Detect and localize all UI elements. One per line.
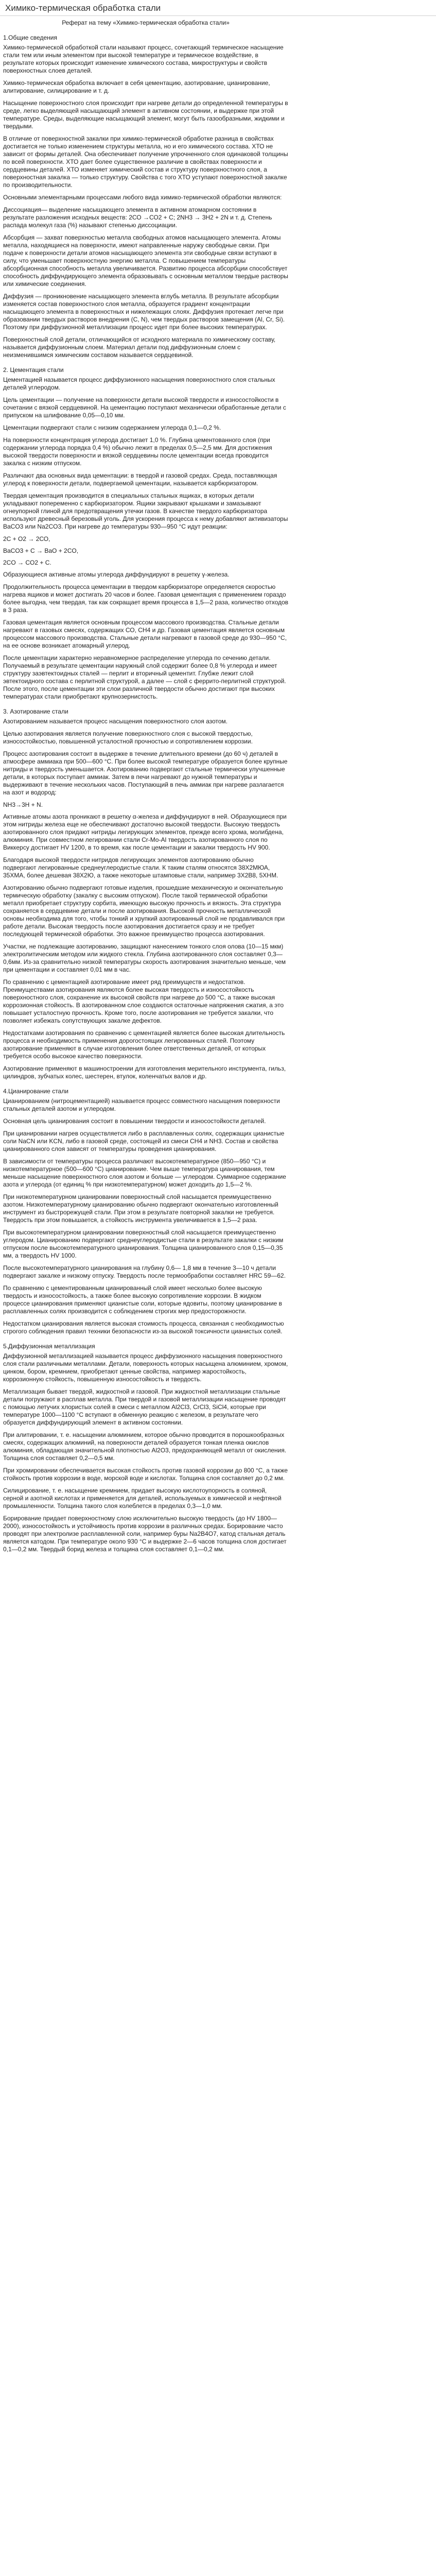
- paragraph: Азотированием называется процесс насыщения поверхностного слоя азотом.: [3, 718, 228, 725]
- document-subtitle: Реферат на тему «Химико-термическая обработка стали»: [62, 19, 230, 26]
- paragraph: Азотированию обычно подвергают готовые изделия, прошедшие механическую и окончательную термическую обработку (закалку с высоким отпуском). После такой термической обработки металл приобретает структуру сорбита, имеющую высокую прочность и вязкость. Эта структура сохраняется в сердцевине детали и после азотирования. Высокой прочность металлической основы необходима для того, чтобы тонкий и хрупкий азотированный слой не продавливался при работе детали. Высокая твердость после азотирования достигается сразу и не требует последующей термической обработки. Это важное преимущество процесса азотирования.: [3, 884, 285, 938]
- paragraph: Продолжительность процесса цементации в твердом карбюризаторе определяется скоростью нагрева ящиков и может достигать 20 часов и более. Газовая цементация с применением гораздо более выгодна, чем твердая, так как сокращает время процесса в 1,5—2 раза, количество отходов в 3 раза.: [3, 583, 288, 614]
- page-title: Химико-термическая обработка стали: [0, 0, 436, 16]
- paragraph: При хромировании обеспечивается высокая стойкость против газовой коррозии до 800 °С, а также стойкость против коррозии в воде, морской воде и кислотах. Толщина слоя составляет до 0,2 мм.: [3, 1467, 288, 1482]
- paragraph: В зависимости от температуры процесса различают высокотемпературное (850—950 °С) и низкотемпературное (500—600 °С) цианирование. Чем выше температура цианирования, тем меньше насыщение поверхностного слоя азотом и больше — углеродом. Суммарное содержание азота и углерода (от единиц % при низкотемпературном) может доходить до 1,5—2 %.: [3, 1158, 286, 1188]
- paragraph: Силицирование, т. е. насыщение кремнием, придает высокую кислотоупорность в соляной, серной и азотной кислотах и применяется для деталей, используемых в химической и нефтяной промышленности. Толщина такого слоя колеблется в пределах 0,3—1,0 мм.: [3, 1487, 282, 1510]
- section-4: [3, 1088, 288, 1335]
- paragraph: По сравнению с цементацией азотирование имеет ряд преимуществ и недостатков. Преимуществами азотирования являются более высокая твердость и износостойкость поверхностного слоя, сохранение их высокой свойств при нагреве до 500 °С, а также высокая коррозионная стойкость. В азотированном слое создаются остаточные напряжения сжатия, а это повышает усталостную прочность. Кроме того, после азотирования не требуется закалки, что позволяет избежать сопутствующих закалке дефектов.: [3, 978, 284, 1024]
- formula-line: NH3→3H + N.: [3, 801, 43, 808]
- paragraph: Насыщение поверхностного слоя происходит при нагреве детали до определенной температуры в среде, легко выделяющей насыщающий элемент в активном состоянии, и выдержке при этой температуре. Среды, выделяющие насыщающий элемент, могут быть газообразными, жидкими и твердыми.: [3, 99, 288, 130]
- paragraph: Цианированием (нитроцементацией) называется процесс совместного насыщения поверхности стальных деталей азотом и углеродом.: [3, 1097, 280, 1112]
- section-1: [3, 34, 288, 359]
- section-heading: 3. Азотирование стали: [3, 708, 68, 715]
- paragraph: После высокотемпературного цианирования на глубину 0,6— 1,8 мм в течение 3—10 ч детали подвергают закалке и низкому отпуску. Твердость после термообработки составляет HRC 59—62.: [3, 1264, 286, 1279]
- paragraph: После цементации характерно неравномерное распределение углерода по сечению детали. Получаемый в результате цементации наружный слой содержит более 0,8 % углерода и имеет структуру заэвтектоидных сталей — перлит и вторичный цементит. Глубже лежит слой эвтектоидного состава с перлитной структурой, а далее — слой с феррито-перлитной структурой. После этого, после цементации эти слои различной твердости обычно достигают при высоких температурах стали приобретают крупнозернистость.: [3, 654, 286, 700]
- paragraph: Диссоциация— выделение насыщающего элемента в активном атомарном состоянии в результате разложения исходных веществ: 2СО →СО2 + С; 2NH3 → 3Н2 + 2N и т. д. Степень распада молекул газа (%) называют степенью диссоциации.: [3, 206, 272, 229]
- paragraph: Цементацией называется процесс диффузионного насыщения поверхностного слоя стальных деталей углеродом.: [3, 376, 275, 391]
- formula-line: BaCO3 + C → BaO + 2CO,: [3, 547, 79, 554]
- paragraph: Основная цель цианирования состоит в повышении твердости и износостойкости деталей.: [3, 1117, 266, 1125]
- section-heading: 1.Общие сведения: [3, 34, 57, 41]
- paragraph: Цементации подвергают стали с низким содержанием углерода 0,1—0,2 %.: [3, 424, 221, 431]
- formula-line: 2CO → CO2 + C.: [3, 559, 51, 566]
- sections-container: [3, 34, 288, 1553]
- paragraph: Твердая цементация производится в специальных стальных ящиках, в которых детали укладывают попеременно с карбюризатором. Ящики закрывают крышками и замазывают огнеупорной глиной для предотвращения утечки газов. В качестве твердого карбюризатора используют древесный березовый уголь. Для ускорения процесса к нему добавляют активизаторы BaCO3 или Na2CO3. При нагреве до температуры 930—950 °С идут реакции:: [3, 492, 288, 530]
- document-body: [0, 16, 288, 1579]
- paragraph: Диффузионной металлизацией называется процесс диффузионного насыщения поверхностного слоя стали различными металлами. Детали, поверхность которых насыщена алюминием, хромом, цинком, бором, кремнием, приобретают ценные свойства, например жаростойкость, коррозионную стойкость, повышенную износостойкость и твердость.: [3, 1352, 288, 1383]
- paragraph: По сравнению с цементированным цианированный слой имеет несколько более высокую твердость и износостойкость, а также более высокую сопротивление коррозии. В жидком процессе цианирования применяют цианистые соли, которые ядовиты, поэтому цианирование в расплавленных солях производится с соблюдением строгих мер предосторожности.: [3, 1284, 282, 1315]
- section-5: [3, 1343, 288, 1553]
- paragraph: Диффузия — проникновение насыщающего элемента вглубь металла. В результате абсорбции изменяется состав поверхностного слоя металла, образуется градиент концентрации насыщающего элемента в поверхностных и нижележащих слоях. Диффузия протекает легче при образовании твердых растворов внедрения (С, N), чем твердых растворов замещения (Al, Cr, Si). Поэтому при диффузионной металлизации процесс идет при более высоких температурах.: [3, 293, 285, 331]
- section-heading: 2. Цементация стали: [3, 366, 64, 374]
- paragraph: Химико-термической обработкой стали называют процесс, сочетающий термическое насыщение стали тем или иным элементом при высокой температуре и термическое воздействие, в результате которых происходит изменение химического состава, микроструктуры и свойств поверхностных слоев деталей.: [3, 44, 284, 74]
- paragraph: Основными элементарными процессами любого вида химико-термической обработки являются:: [3, 194, 282, 201]
- paragraph: Азотирование применяют в машиностроении для изготовления мерительного инструмента, гильз, цилиндров, зубчатых колес, шестерен, втулок, коленчатых валов и др.: [3, 1065, 286, 1080]
- paragraph: Абсорбция — захват поверхностью металла свободных атомов насыщающего элемента. Атомы металла, находящиеся на поверхности, имеют направленные наружу свободные связи. При подаче к поверхности детали атомов насыщающего элемента эти свободные связи вступают в силу, что уменьшает поверхностную энергию металла. С повышением температуры абсорбционная способность металла увеличивается. Развитию процесса абсорбции способствует способность диффундирующего элемента образовывать с основным металлом твердые растворы или химические соединения.: [3, 234, 288, 287]
- paragraph: Недостатками азотирования по сравнению с цементацией является более высокая длительность процесса и необходимость применения дорогостоящих легированных сталей. Поэтому азотирование применяют в случае изготовления более ответственных деталей, от которых требуется особо высокое качество поверхности.: [3, 1029, 285, 1060]
- section-heading: 4.Цианирование стали: [3, 1088, 68, 1095]
- paragraph: Цель цементации — получение на поверхности детали высокой твердости и износостойкости в сочетании с вязкой сердцевиной. На цементацию поступают механически обработанные детали с припуском на шлифование 0,05—0,10 мм.: [3, 396, 286, 419]
- paragraph: Поверхностный слой детали, отличающийся от исходного материала по химическому составу, называется диффузионным слоем. Материал детали под диффузионным слоем с неизменившимся химическим составом называется сердцевиной.: [3, 336, 276, 359]
- paragraph: Благодаря высокой твердости нитридов легирующих элементов азотированию обычно подвергают легированные среднеуглеродистые стали. К таким сталям относятся 38Х2МЮА, 35ХМА, более дешевая 38Х2Ю, а также некоторые штамповые стали, например 3Х2В8, 5ХНМ.: [3, 856, 278, 879]
- section-2: [3, 366, 288, 701]
- paragraph: Различают два основных вида цементации: в твердой и газовой средах. Среда, поставляющая углерод к поверхности детали, подвергаемой цементации, называется карбюризатором.: [3, 472, 277, 487]
- paragraph: Недостатком цианирования является высокая стоимость процесса, связанная с необходимостью строгого соблюдения правил техники безопасности из-за высокой токсичности цианистых солей.: [3, 1320, 284, 1335]
- paragraph: На поверхности концентрация углерода достигает 1,0 %. Глубина цементованного слоя (при содержании углерода порядка 0,4 %) обычно лежит в пределах 0,5—2,5 мм. Для достижения высокой твердости поверхности и вязкой сердцевины после цементации всегда проводится закалка с низким отпуском.: [3, 436, 272, 467]
- paragraph: Процесс азотирования состоит в выдержке в течение длительного времени (до 60 ч) деталей в атмосфере аммиака при 500—600 °С. При более высокой температуре образуется более крупные нитриды и твердость уменьшается. Азотированию подвергают стальные термически улучшенные детали, в которых поступает аммиак. Затем в печи нагревают до нужной температуры и выдерживают в течение нескольких часов. Поступающий в печь аммиак при нагреве разлагается на азот и водород:: [3, 750, 288, 796]
- formula-line: 2С + О2 → 2СО,: [3, 535, 50, 543]
- paragraph: При низкотемпературном цианировании поверхностный слой насыщается преимущественно азотом. Низкотемпературному цианированию обычно подвергают окончательно изготовленный инструмент из быстрорежущей стали. При этом в результате повторной закалки не требуется. Твердость при этом повышается, а стойкость инструмента увеличивается в 1,5—2 раза.: [3, 1193, 278, 1224]
- paragraph: В отличие от поверхностной закалки при химико-термической обработке разница в свойствах достигается не только изменением структуры металла, но и его химического состава. ХТО не зависит от формы деталей. Она обеспечивает получение упрочненного слоя одинаковой толщины по всей поверхности. ХТО дает более существенное различие в свойствах поверхности и сердцевины деталей. ХТО изменяет химический состав и структуру поверхностного слоя, а поверхностная закалка — только структуру. Свойства с того ХТО уступают поверхностной закалке по производительности.: [3, 135, 288, 189]
- paragraph: При высокотемпературном цианировании поверхностный слой насыщается преимущественно углеродом. Цианированию подвергают среднеуглеродистые стали в результате закалки с низким отпуском после высокотемпературного цианирования. Толщина цианированного слоя 0,15—0,35 мм, а твердость HV 1000.: [3, 1229, 284, 1259]
- paragraph: Металлизация бывает твердой, жидкостной и газовой. При жидкостной металлизации стальные детали погружают в расплав металла. При твердой и газовой металлизации насыщение проводят с помощью летучих хлористых солей в смеси с металлом Al2Cl3, CrCl3, SiCl4, которые при температуре 1000—1100 °С вступают в обменную реакцию с железом, в результате чего образуется диффундирующий элемент в активном состоянии.: [3, 1388, 286, 1426]
- paragraph: Целью азотирования является получение поверхностного слоя с высокой твердостью, износостойкостью, повышенной усталостной прочностью и сопротивлением коррозии.: [3, 730, 253, 745]
- section-heading: 5.Диффузионная металлизация: [3, 1343, 95, 1350]
- paragraph: Активные атомы азота проникают в решетку α-железа и диффундируют в ней. Образующиеся при этом нитриды железа еще не обеспечивают достаточно высокой твердости. Высокую твердость азотированного слоя придают нитриды легирующих элементов, прежде всего хрома, молибдена, алюминия. При совместном легировании стали Cr-Mo-Al твердость азотированного слоя по Виккерсу достигает HV 1200, в то время, как после цементации и закалки твердость HV 900.: [3, 813, 287, 851]
- paragraph: Участки, не подлежащие азотированию, защищают нанесением тонкого слоя олова (10—15 мкм) электролитическим методом или жидкого стекла. Глубина азотированного слоя составляет 0,3—0,6мм. Из-за сравнительно низкой температуры скорость азотирования значительно меньше, чем при цементации и составляет 0,01 мм в час.: [3, 943, 286, 973]
- paragraph: Борирование придает поверхностному слою исключительно высокую твердость (до HV 1800—2000), износостойкость и устойчивость против коррозии в различных средах. Борирование часто проводят при электролизе расплавленной соли, например буры Na2B4O7, катод стальная деталь является катодом. При температуре около 930 °С и выдержке 2—6 часов толщина слоя достигает 0,1—0,2 мм. Твердый борид железа и толщина слоя составляет 0,1—0,2 мм.: [3, 1515, 287, 1553]
- paragraph: Химико-термическая обработка включает в себя цементацию, азотирование, цианирование, алитирование, силицирование и т. д.: [3, 79, 270, 94]
- section-3: [3, 708, 288, 1080]
- paragraph: Образующиеся активные атомы углерода диффундируют в решетку γ-железа.: [3, 571, 230, 578]
- paragraph: При алитировании, т. е. насыщении алюминием, которое обычно проводится в порошкообразных смесях, содержащих алюминий, на поверхности деталей образуется тонкая пленка окислов алюминия, обладающая значительной плотностью Al2O3, предохраняющей металл от окисления. Толщина слоя составляет 0,2—0,5 мм.: [3, 1431, 287, 1462]
- paragraph: При цианировании нагрев осуществляется либо в расплавленных солях, содержащих цианистые соли NaCN или KCN, либо в газовой среде, состоящей из смеси СН4 и NH3. Состав и свойства цианированного слоя зависят от температуры проведения цианирования.: [3, 1130, 285, 1153]
- paragraph: Газовая цементация является основным процессом массового производства. Стальные детали нагревают в газовых смесях, содержащих СО, СН4 и др. Газовая цементация является основным процессом массового производства. Стальные детали нагревают в газовой среде до 930—950 °С, на ее основе возникает атомарный углерод.: [3, 619, 287, 649]
